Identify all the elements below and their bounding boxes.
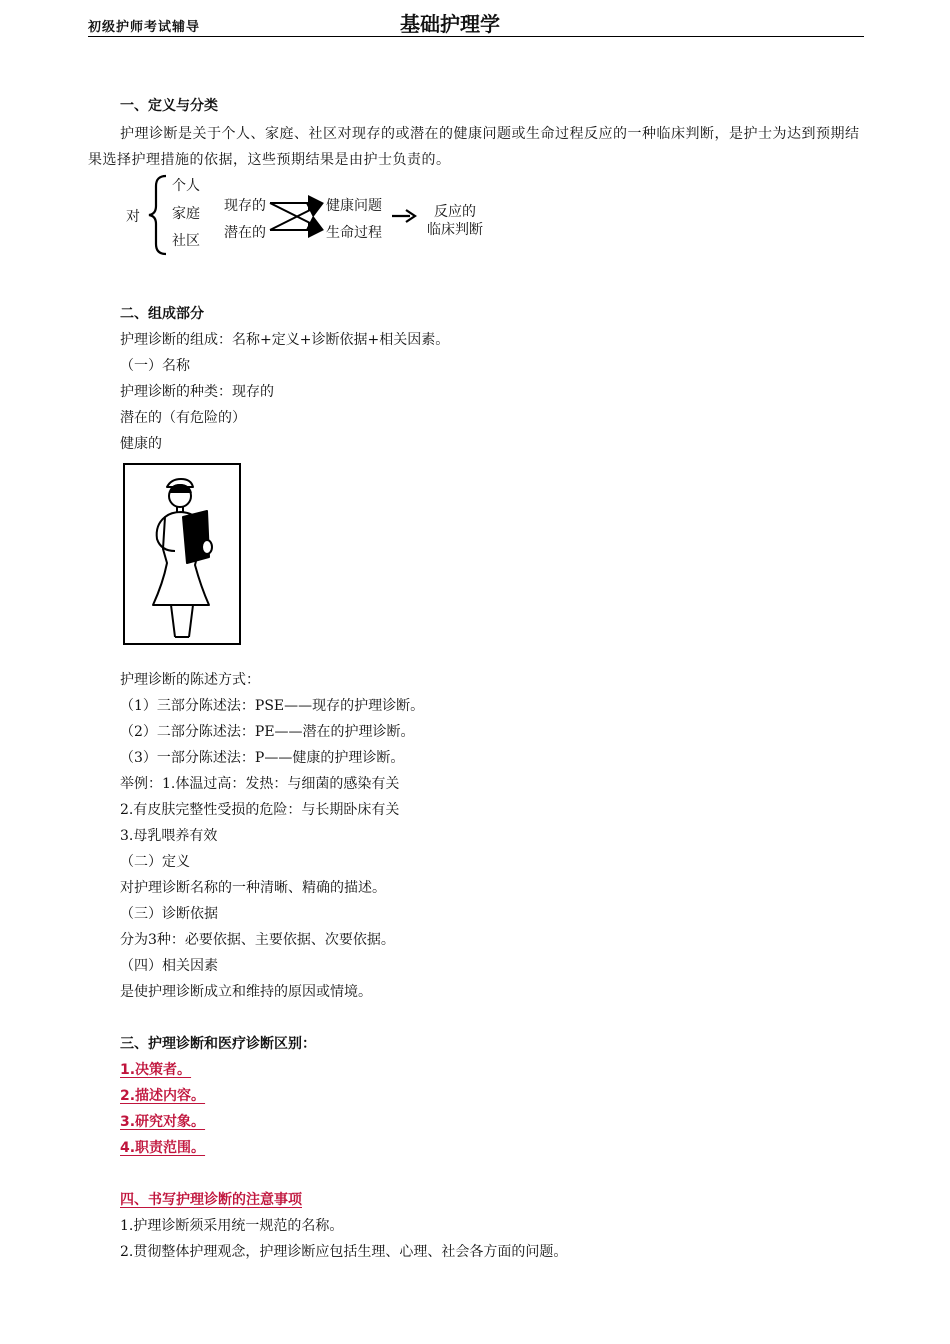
method-1: （1）三部分陈述法：PSE——现存的护理诊断。: [120, 698, 425, 714]
subsection-name: （一）名称: [120, 358, 190, 374]
diagram-dui: 对: [126, 209, 140, 225]
method-2: （2）二部分陈述法：PE——潜在的护理诊断。: [120, 724, 415, 740]
diagram-subject-1: 个人: [172, 178, 200, 194]
section4-title: 四、书写护理诊断的注意事项: [120, 1192, 302, 1208]
subsection-basis: （三）诊断依据: [120, 906, 218, 922]
cross-arrows-icon: [268, 192, 330, 242]
example-1: 举例：1.体温过高：发热：与细菌的感染有关: [120, 776, 400, 792]
types-line-3: 健康的: [120, 436, 162, 452]
diagram-object-health: 健康问题: [326, 198, 382, 214]
definition-line: 对护理诊断名称的一种清晰、精确的描述。: [120, 880, 386, 896]
nurse-figure: [123, 463, 241, 645]
basis-line: 分为3种：必要依据、主要依据、次要依据。: [120, 932, 395, 948]
subsection-factors: （四）相关因素: [120, 958, 218, 974]
header-course-title: 初级护师考试辅导: [88, 20, 201, 35]
header-subject-title: 基础护理学: [400, 12, 500, 36]
notice-item-2: 2.贯彻整体护理观念，护理诊断应包括生理、心理、社会各方面的问题。: [120, 1244, 568, 1260]
difference-item-4: 4.职责范围。: [120, 1140, 206, 1156]
example-2: 2.有皮肤完整性受损的危险：与长期卧床有关: [120, 802, 400, 818]
diagram-result-line2: 临床判断: [427, 222, 483, 238]
difference-item-3: 3.研究对象。: [120, 1114, 206, 1130]
factors-line: 是使护理诊断成立和维持的原因或情境。: [120, 984, 372, 1000]
notice-item-1: 1.护理诊断须采用统一规范的名称。: [120, 1218, 344, 1234]
diagram-result-line1: 反应的: [434, 204, 476, 220]
diagram-state-existing: 现存的: [224, 198, 266, 214]
section2-title: 二、组成部分: [120, 306, 204, 322]
section1-title: 一、定义与分类: [120, 98, 218, 114]
right-arrow-icon: [390, 208, 418, 224]
section3-title: 三、护理诊断和医疗诊断区别：: [120, 1036, 316, 1052]
diagram-subject-3: 社区: [172, 233, 200, 249]
statement-title: 护理诊断的陈述方式：: [120, 672, 260, 688]
definition-diagram: [124, 172, 504, 260]
page-header: [88, 8, 864, 37]
definition-paragraph: 护理诊断是关于个人、家庭、社区对现存的或潜在的健康问题或生命过程反应的一种临床判断，是护士为达到预期结果选择护理措施的依据，这些预期结果是由护士负责的。: [88, 126, 860, 168]
method-3: （3）一部分陈述法：P——健康的护理诊断。: [120, 750, 405, 766]
diagram-object-life: 生命过程: [326, 225, 382, 241]
difference-item-2: 2.描述内容。: [120, 1088, 206, 1104]
example-3: 3.母乳喂养有效: [120, 828, 218, 844]
nurse-with-clipboard-icon: [125, 465, 239, 643]
diagram-subject-2: 家庭: [172, 206, 200, 222]
composition-line: 护理诊断的组成：名称+定义+诊断依据+相关因素。: [120, 332, 450, 348]
types-line-2: 潜在的（有危险的）: [120, 410, 246, 426]
types-line-1: 护理诊断的种类：现存的: [120, 384, 274, 400]
subsection-definition: （二）定义: [120, 854, 190, 870]
left-brace-icon: [144, 172, 174, 258]
diagram-state-potential: 潜在的: [224, 225, 266, 241]
difference-item-1: 1.决策者。: [120, 1062, 192, 1078]
